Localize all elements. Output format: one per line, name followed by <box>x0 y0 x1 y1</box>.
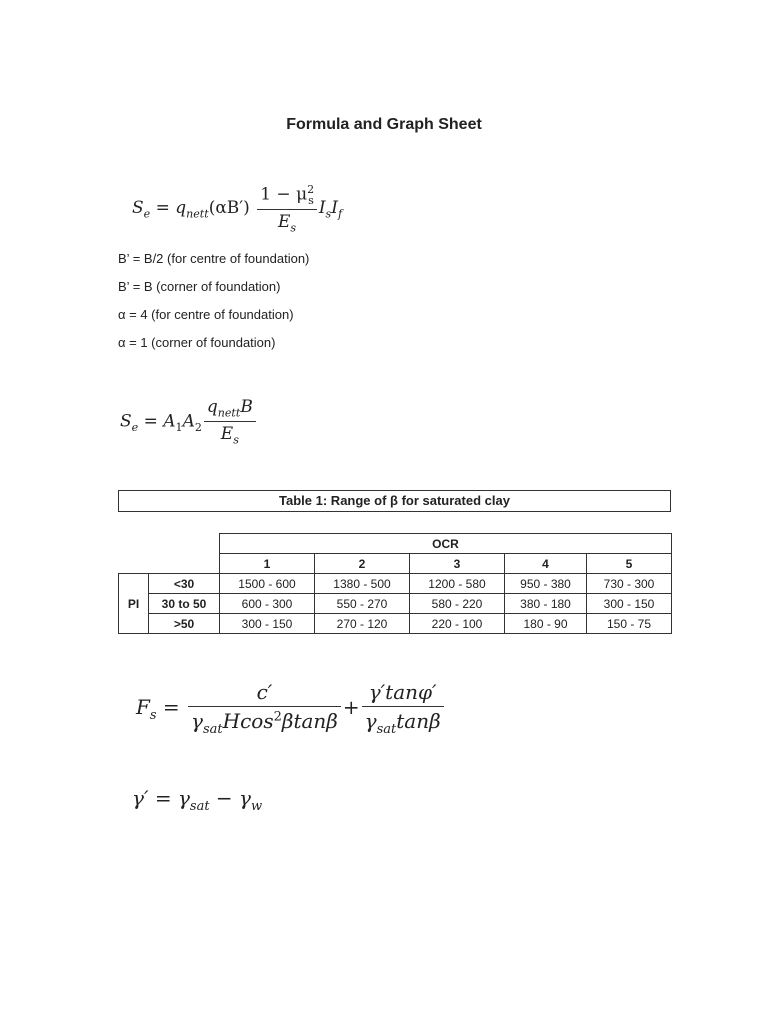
cohesion-fraction: $\frac{c'}{\gamma_{sat}Hcos^2\beta\tan\beta}$ <box>188 680 341 737</box>
table-cell: 600 - 300 <box>220 594 315 614</box>
table-row <box>119 574 672 594</box>
pi-label: PI <box>119 574 149 634</box>
beta-range-table <box>118 533 672 634</box>
ocr-col-2: 2 <box>315 554 410 574</box>
table-cell: 380 - 180 <box>505 594 587 614</box>
ocr-col-4: 4 <box>505 554 587 574</box>
settlement-formula-2: $S_e = A_1A_2$ $\frac{q_{nett}B}{E_s}$ <box>120 397 258 447</box>
pi-value: 30 to 50 <box>149 594 220 614</box>
ocr-header: OCR <box>220 534 672 554</box>
table-cell: 150 - 75 <box>587 614 672 634</box>
table-cell: 550 - 270 <box>315 594 410 614</box>
poisson-fraction: $\frac{1 - \mu^2_s}{E_s}$ <box>257 183 317 234</box>
table-row <box>119 614 672 634</box>
table-cell: 270 - 120 <box>315 614 410 634</box>
note-alpha-centre: α = 4 (for centre of foundation) <box>118 307 294 322</box>
table-cell: 220 - 100 <box>410 614 505 634</box>
table-cell: 1200 - 580 <box>410 574 505 594</box>
pi-value: <30 <box>149 574 220 594</box>
table-cell: 180 - 90 <box>505 614 587 634</box>
table-cell: 730 - 300 <box>587 574 672 594</box>
factor-of-safety-formula: $F_s$ = $\frac{c'}{\gamma_{sat}Hcos^2\beta\tan\beta}$ + $\frac{\gamma'\tan\varphi'}{\gamma_{sat}\tan\beta}$ <box>136 680 446 737</box>
table-cell: 580 - 220 <box>410 594 505 614</box>
table-cell: 1500 - 600 <box>220 574 315 594</box>
settlement-formula: $S_e = q_{nett}(\alpha B')$ $\frac{1 - \mu^2_s}{E_s}$ $I_sI_f$ <box>132 183 343 235</box>
page-title: Formula and Graph Sheet <box>286 116 482 133</box>
table-cell: 300 - 150 <box>587 594 672 614</box>
pi-value: >50 <box>149 614 220 634</box>
note-b-centre: B’ = B/2 (for centre of foundation) <box>118 251 310 266</box>
note-alpha-corner: α = 1 (corner of foundation) <box>118 335 276 350</box>
table-cell: 950 - 380 <box>505 574 587 594</box>
table-row <box>119 594 672 614</box>
table-cell: 1380 - 500 <box>315 574 410 594</box>
ocr-col-1: 1 <box>220 554 315 574</box>
ocr-col-3: 3 <box>410 554 505 574</box>
friction-fraction: $\frac{\gamma'\tan\varphi'}{\gamma_{sat}\tan\beta}$ <box>362 680 444 737</box>
ocr-col-5: 5 <box>587 554 672 574</box>
load-fraction: $\frac{q_{nett}B}{E_s}$ <box>204 397 256 447</box>
effective-unit-weight-formula: $\gamma' = \gamma_{sat} - \gamma_w$ <box>132 786 263 814</box>
table-cell: 300 - 150 <box>220 614 315 634</box>
table-caption: Table 1: Range of β for saturated clay <box>118 490 671 512</box>
note-b-corner: B’ = B (corner of foundation) <box>118 279 281 294</box>
